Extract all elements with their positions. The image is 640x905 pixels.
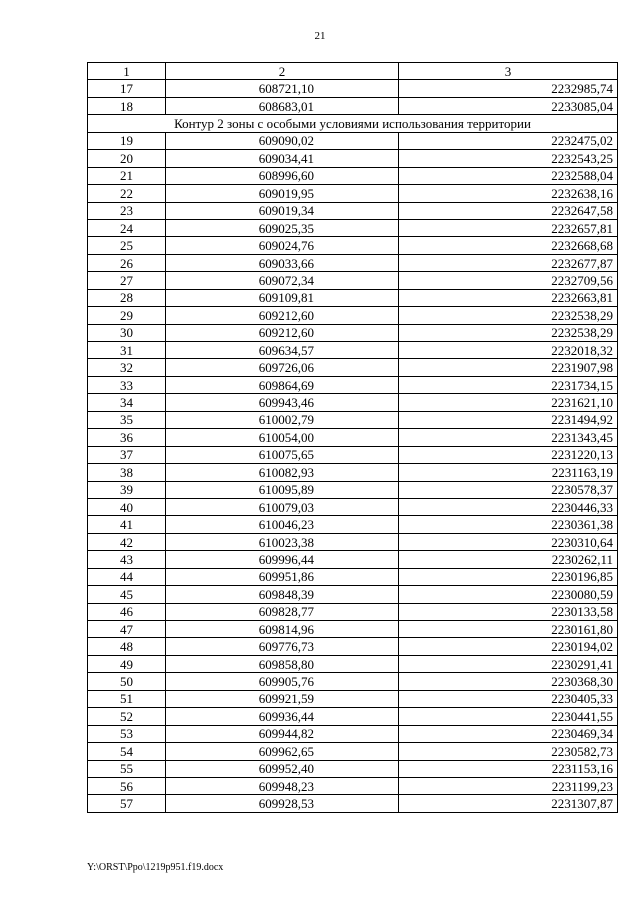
point-number-cell: 20 [88,150,166,167]
point-number-cell: 47 [88,621,166,638]
point-number-cell: 33 [88,376,166,393]
table-row [88,516,618,533]
table-row [88,342,618,359]
table-row [88,80,618,97]
point-number-cell: 21 [88,167,166,184]
table-row [88,272,618,289]
table-row [88,219,618,236]
point-number-cell: 22 [88,185,166,202]
point-number-cell: 34 [88,394,166,411]
y-coordinate-cell: 2231343,45 [399,429,618,446]
x-coordinate-cell: 609814,96 [166,621,399,638]
table-header-row [88,63,618,80]
page-number: 21 [314,30,326,42]
point-number-cell: 36 [88,429,166,446]
x-coordinate-cell: 609858,80 [166,655,399,672]
x-coordinate-cell: 608683,01 [166,97,399,114]
table-row [88,655,618,672]
point-number-cell: 17 [88,80,166,97]
header-cell-2: 2 [166,63,399,80]
point-number-cell: 51 [88,690,166,707]
y-coordinate-cell: 2231907,98 [399,359,618,376]
x-coordinate-cell: 609034,41 [166,150,399,167]
table-row [88,289,618,306]
x-coordinate-cell: 609828,77 [166,603,399,620]
x-coordinate-cell: 610002,79 [166,411,399,428]
x-coordinate-cell: 608721,10 [166,80,399,97]
y-coordinate-cell: 2232663,81 [399,289,618,306]
coordinates-table [87,62,618,813]
header-cell-1: 1 [88,63,166,80]
x-coordinate-cell: 609944,82 [166,725,399,742]
point-number-cell: 48 [88,638,166,655]
point-number-cell: 38 [88,464,166,481]
x-coordinate-cell: 609936,44 [166,708,399,725]
point-number-cell: 55 [88,760,166,777]
y-coordinate-cell: 2231153,16 [399,760,618,777]
point-number-cell: 40 [88,498,166,515]
section-title-row [88,115,618,132]
x-coordinate-cell: 609024,76 [166,237,399,254]
point-number-cell: 32 [88,359,166,376]
y-coordinate-cell: 2230582,73 [399,743,618,760]
table-row [88,464,618,481]
point-number-cell: 26 [88,254,166,271]
point-number-cell: 54 [88,743,166,760]
y-coordinate-cell: 2231734,15 [399,376,618,393]
table-row [88,551,618,568]
y-coordinate-cell: 2231163,19 [399,464,618,481]
point-number-cell: 28 [88,289,166,306]
point-number-cell: 18 [88,97,166,114]
x-coordinate-cell: 610095,89 [166,481,399,498]
point-number-cell: 31 [88,342,166,359]
y-coordinate-cell: 2232588,04 [399,167,618,184]
point-number-cell: 53 [88,725,166,742]
y-coordinate-cell: 2232475,02 [399,132,618,149]
point-number-cell: 42 [88,533,166,550]
y-coordinate-cell: 2232677,87 [399,254,618,271]
point-number-cell: 37 [88,446,166,463]
x-coordinate-cell: 609848,39 [166,586,399,603]
point-number-cell: 35 [88,411,166,428]
y-coordinate-cell: 2230469,34 [399,725,618,742]
point-number-cell: 52 [88,708,166,725]
header-cell-3: 3 [399,63,618,80]
table-row [88,760,618,777]
table-row [88,324,618,341]
x-coordinate-cell: 609864,69 [166,376,399,393]
point-number-cell: 39 [88,481,166,498]
x-coordinate-cell: 609951,86 [166,568,399,585]
y-coordinate-cell: 2232668,68 [399,237,618,254]
x-coordinate-cell: 609033,66 [166,254,399,271]
point-number-cell: 24 [88,219,166,236]
y-coordinate-cell: 2232543,25 [399,150,618,167]
y-coordinate-cell: 2230291,41 [399,655,618,672]
y-coordinate-cell: 2230441,55 [399,708,618,725]
table-row [88,394,618,411]
y-coordinate-cell: 2232647,58 [399,202,618,219]
y-coordinate-cell: 2232538,29 [399,324,618,341]
table-row [88,777,618,794]
y-coordinate-cell: 2232985,74 [399,80,618,97]
table-row [88,429,618,446]
table-row [88,673,618,690]
x-coordinate-cell: 609726,06 [166,359,399,376]
x-coordinate-cell: 609025,35 [166,219,399,236]
table-row [88,132,618,149]
x-coordinate-cell: 609905,76 [166,673,399,690]
x-coordinate-cell: 609921,59 [166,690,399,707]
x-coordinate-cell: 609212,60 [166,307,399,324]
x-coordinate-cell: 609952,40 [166,760,399,777]
x-coordinate-cell: 609019,34 [166,202,399,219]
x-coordinate-cell: 610075,65 [166,446,399,463]
table-row [88,621,618,638]
section-title: Контур 2 зоны с особыми условиями использования территории [88,115,618,132]
footer-file-path: Y:\ORST\Ppo\1219p951.f19.docx [87,862,224,873]
y-coordinate-cell: 2230196,85 [399,568,618,585]
coordinates-table-body [88,63,618,813]
x-coordinate-cell: 609948,23 [166,777,399,794]
point-number-cell: 50 [88,673,166,690]
x-coordinate-cell: 609928,53 [166,795,399,812]
point-number-cell: 45 [88,586,166,603]
table-row [88,446,618,463]
table-row [88,376,618,393]
table-row [88,411,618,428]
x-coordinate-cell: 610054,00 [166,429,399,446]
table-row [88,638,618,655]
table-row [88,237,618,254]
x-coordinate-cell: 609090,02 [166,132,399,149]
table-row [88,690,618,707]
x-coordinate-cell: 610023,38 [166,533,399,550]
x-coordinate-cell: 609634,57 [166,342,399,359]
y-coordinate-cell: 2230368,30 [399,673,618,690]
y-coordinate-cell: 2230262,11 [399,551,618,568]
x-coordinate-cell: 609962,65 [166,743,399,760]
y-coordinate-cell: 2232638,16 [399,185,618,202]
x-coordinate-cell: 609212,60 [166,324,399,341]
x-coordinate-cell: 609072,34 [166,272,399,289]
table-row [88,795,618,812]
point-number-cell: 29 [88,307,166,324]
table-row [88,743,618,760]
y-coordinate-cell: 2231307,87 [399,795,618,812]
table-row [88,603,618,620]
x-coordinate-cell: 609776,73 [166,638,399,655]
x-coordinate-cell: 609996,44 [166,551,399,568]
table-row [88,359,618,376]
y-coordinate-cell: 2231621,10 [399,394,618,411]
table-row [88,568,618,585]
y-coordinate-cell: 2232538,29 [399,307,618,324]
table-row [88,307,618,324]
y-coordinate-cell: 2230080,59 [399,586,618,603]
y-coordinate-cell: 2230578,37 [399,481,618,498]
x-coordinate-cell: 610082,93 [166,464,399,481]
y-coordinate-cell: 2231494,92 [399,411,618,428]
x-coordinate-cell: 609019,95 [166,185,399,202]
point-number-cell: 30 [88,324,166,341]
table-row [88,481,618,498]
point-number-cell: 23 [88,202,166,219]
point-number-cell: 19 [88,132,166,149]
table-row [88,202,618,219]
table-row [88,586,618,603]
table-row [88,150,618,167]
table-row [88,498,618,515]
x-coordinate-cell: 610046,23 [166,516,399,533]
point-number-cell: 27 [88,272,166,289]
table-row [88,533,618,550]
y-coordinate-cell: 2230161,80 [399,621,618,638]
x-coordinate-cell: 609109,81 [166,289,399,306]
point-number-cell: 46 [88,603,166,620]
y-coordinate-cell: 2230446,33 [399,498,618,515]
y-coordinate-cell: 2231199,23 [399,777,618,794]
y-coordinate-cell: 2231220,13 [399,446,618,463]
point-number-cell: 41 [88,516,166,533]
point-number-cell: 44 [88,568,166,585]
table-row [88,167,618,184]
y-coordinate-cell: 2232709,56 [399,272,618,289]
x-coordinate-cell: 610079,03 [166,498,399,515]
point-number-cell: 49 [88,655,166,672]
x-coordinate-cell: 609943,46 [166,394,399,411]
table-row [88,97,618,114]
x-coordinate-cell: 608996,60 [166,167,399,184]
table-row [88,708,618,725]
y-coordinate-cell: 2232018,32 [399,342,618,359]
y-coordinate-cell: 2230194,02 [399,638,618,655]
point-number-cell: 56 [88,777,166,794]
y-coordinate-cell: 2230405,33 [399,690,618,707]
table-row [88,185,618,202]
table-row [88,725,618,742]
y-coordinate-cell: 2230361,38 [399,516,618,533]
table-row [88,254,618,271]
y-coordinate-cell: 2232657,81 [399,219,618,236]
point-number-cell: 43 [88,551,166,568]
y-coordinate-cell: 2233085,04 [399,97,618,114]
point-number-cell: 57 [88,795,166,812]
y-coordinate-cell: 2230310,64 [399,533,618,550]
y-coordinate-cell: 2230133,58 [399,603,618,620]
point-number-cell: 25 [88,237,166,254]
